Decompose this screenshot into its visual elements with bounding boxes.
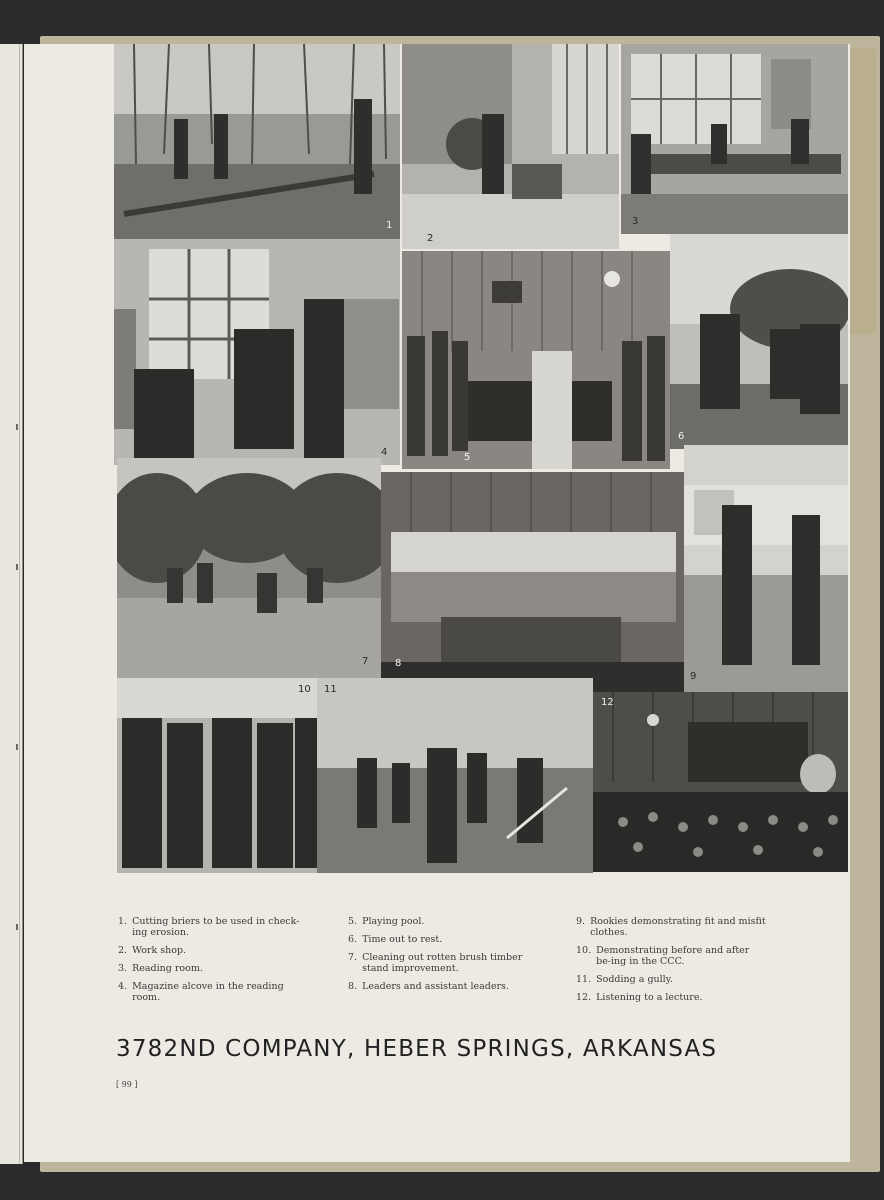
photo-number-7: 7 bbox=[362, 656, 369, 667]
caption-11: 11. Sodding a gully. bbox=[576, 974, 673, 985]
photo-number-1: 1 bbox=[386, 220, 393, 231]
caption-6: 6. Time out to rest. bbox=[348, 934, 443, 945]
photo-number-6: 6 bbox=[678, 431, 685, 442]
photo-number-9: 9 bbox=[690, 671, 697, 682]
photo-reading-room bbox=[621, 44, 848, 234]
photo-rookies bbox=[684, 445, 848, 693]
captions-column-2 bbox=[348, 916, 530, 999]
photo-number-2: 2 bbox=[427, 233, 434, 244]
caption-10: 10. Demonstrating before and after be-ing in the CCC. bbox=[576, 945, 750, 967]
caption-1: 1. Cutting briers to be used in check-ing erosion. bbox=[118, 916, 300, 938]
caption-8: 8. Leaders and assistant leaders. bbox=[348, 981, 509, 992]
photo-sodding-gully bbox=[317, 678, 593, 873]
photo-before-after bbox=[117, 678, 317, 873]
photo-number-11: 11 bbox=[324, 684, 337, 695]
photo-playing-pool bbox=[402, 251, 670, 469]
captions-column-1 bbox=[118, 916, 300, 1010]
caption-3: 3. Reading room. bbox=[118, 963, 203, 974]
page-tab bbox=[848, 48, 876, 334]
captions-column-3 bbox=[576, 916, 766, 1010]
photo-number-4: 4 bbox=[381, 447, 388, 458]
photo-time-out bbox=[670, 234, 848, 449]
caption-4: 4. Magazine alcove in the reading room. bbox=[118, 981, 284, 1003]
photo-lecture bbox=[593, 692, 848, 872]
caption-9: 9. Rookies demonstrating fit and misfit clothes. bbox=[576, 916, 766, 938]
photo-magazine-alcove bbox=[114, 239, 400, 465]
page-heading: 3782ND COMPANY, HEBER SPRINGS, ARKANSAS bbox=[116, 1036, 718, 1062]
photo-number-8: 8 bbox=[395, 658, 402, 669]
caption-7: 7. Cleaning out rotten brush timber stand improvement. bbox=[348, 952, 523, 974]
page-number: [ 99 ] bbox=[116, 1080, 138, 1089]
caption-5: 5. Playing pool. bbox=[348, 916, 425, 927]
photo-number-10: 10 bbox=[298, 684, 311, 695]
facing-page-edge bbox=[0, 44, 23, 1164]
scrapbook-page bbox=[24, 44, 850, 1162]
photo-cleaning-brush bbox=[117, 458, 381, 678]
photo-work-shop bbox=[402, 44, 619, 249]
photo-number-3: 3 bbox=[632, 216, 639, 227]
photo-number-5: 5 bbox=[464, 452, 471, 463]
photo-leaders bbox=[381, 472, 684, 694]
photo-number-12: 12 bbox=[601, 697, 614, 708]
caption-12: 12. Listening to a lecture. bbox=[576, 992, 703, 1003]
photo-cutting-briers bbox=[114, 44, 400, 239]
caption-2: 2. Work shop. bbox=[118, 945, 187, 956]
